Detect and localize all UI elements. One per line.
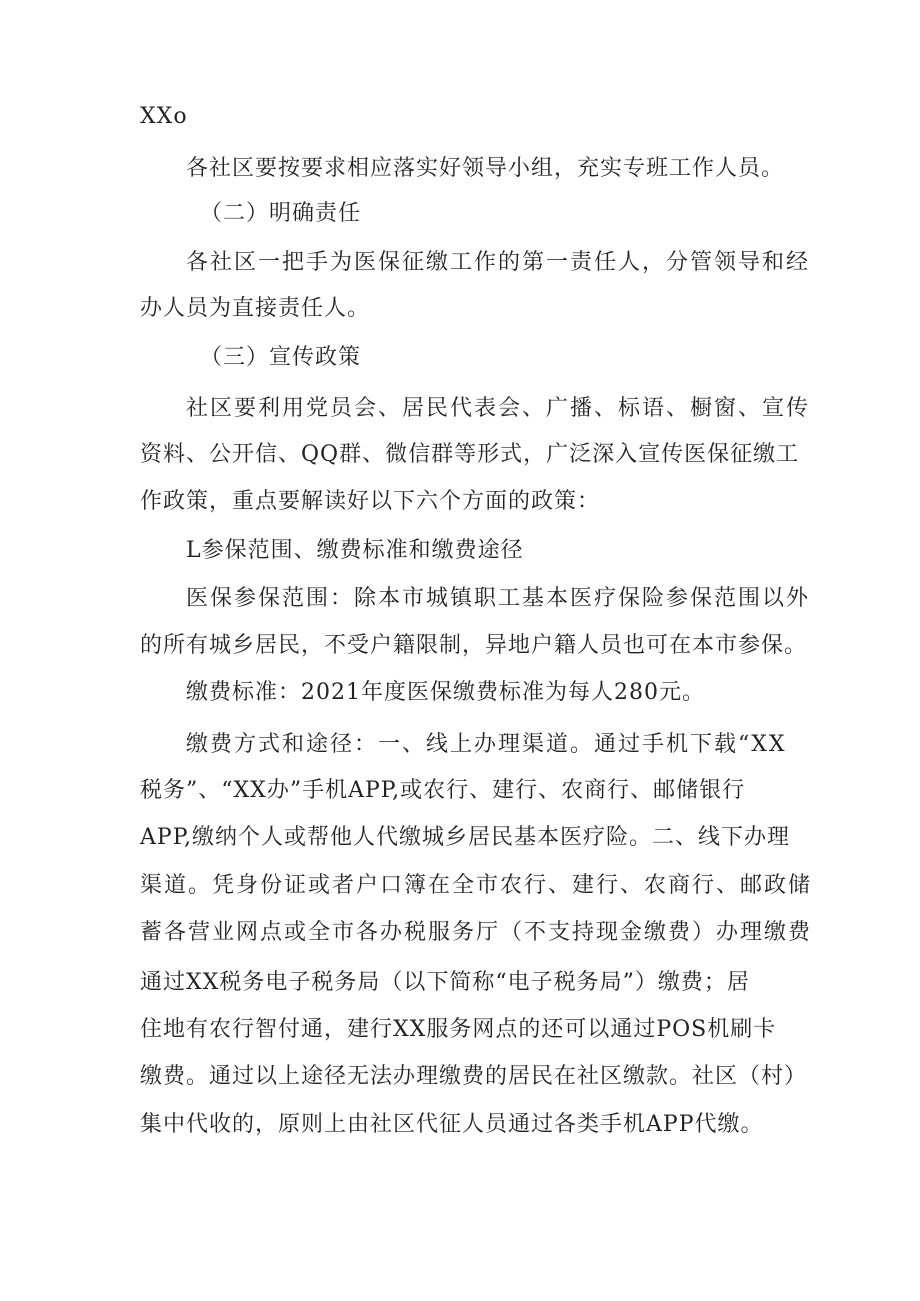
text-line-19: 通过XX税务电子税务局（以下简称“电子税务局”）缴费；居 [140,970,750,995]
text-line-15: 税务”、“XX办”手机APP,或农行、建行、农商行、邮储银行 [140,778,746,803]
text-line-5: 办人员为直接责任人。 [140,296,371,321]
subheading-1: L参保范围、缴费标准和缴费途径 [186,538,524,563]
text-line-1: XXo [140,104,188,129]
text-line-9: 作政策，重点要解读好以下六个方面的政策： [140,489,601,514]
section-heading-2: （二）明确责任 [200,201,362,226]
text-line-2: 各社区要按要求相应落实好领导小组，充实专班工作人员。 [186,156,785,181]
text-line-13: 缴费标准：2021年度医保缴费标准为每人280元。 [186,680,705,705]
text-line-14: 缴费方式和途径：一、线上办理渠道。通过手机下载“XX [186,732,787,757]
text-line-18: 蓄各营业网点或全市各办税服务厅（不支持现金缴费）办理缴费 [140,920,813,945]
text-line-4: 各社区一把手为医保征缴工作的第一责任人，分管领导和经 [186,250,811,275]
text-line-20: 住地有农行智付通，建行XX服务网点的还可以通过POS机刷卡 [140,1017,777,1042]
text-line-8: 资料、公开信、QQ群、微信群等形式，广泛深入宣传医保征缴工 [140,442,800,467]
text-line-22: 集中代收的，原则上由社区代征人员通过各类手机APP代缴。 [140,1112,764,1137]
text-line-21: 缴费。通过以上途径无法办理缴费的居民在社区缴款。社区（村） [140,1064,808,1089]
text-line-11: 医保参保范围：除本市城镇职工基本医疗保险参保范围以外 [186,586,811,611]
text-line-12: 的所有城乡居民，不受户籍限制，异地户籍人员也可在本市参保。 [140,633,808,658]
text-line-7: 社区要利用党员会、居民代表会、广播、标语、橱窗、宣传 [186,396,811,421]
text-line-16: APP,缴纳个人或帮他人代缴城乡居民基本医疗险。二、线下办理 [140,825,791,850]
text-line-17: 渠道。凭身份证或者户口簿在全市农行、建行、农商行、邮政储 [140,873,813,898]
section-heading-3: （三）宣传政策 [200,345,362,370]
